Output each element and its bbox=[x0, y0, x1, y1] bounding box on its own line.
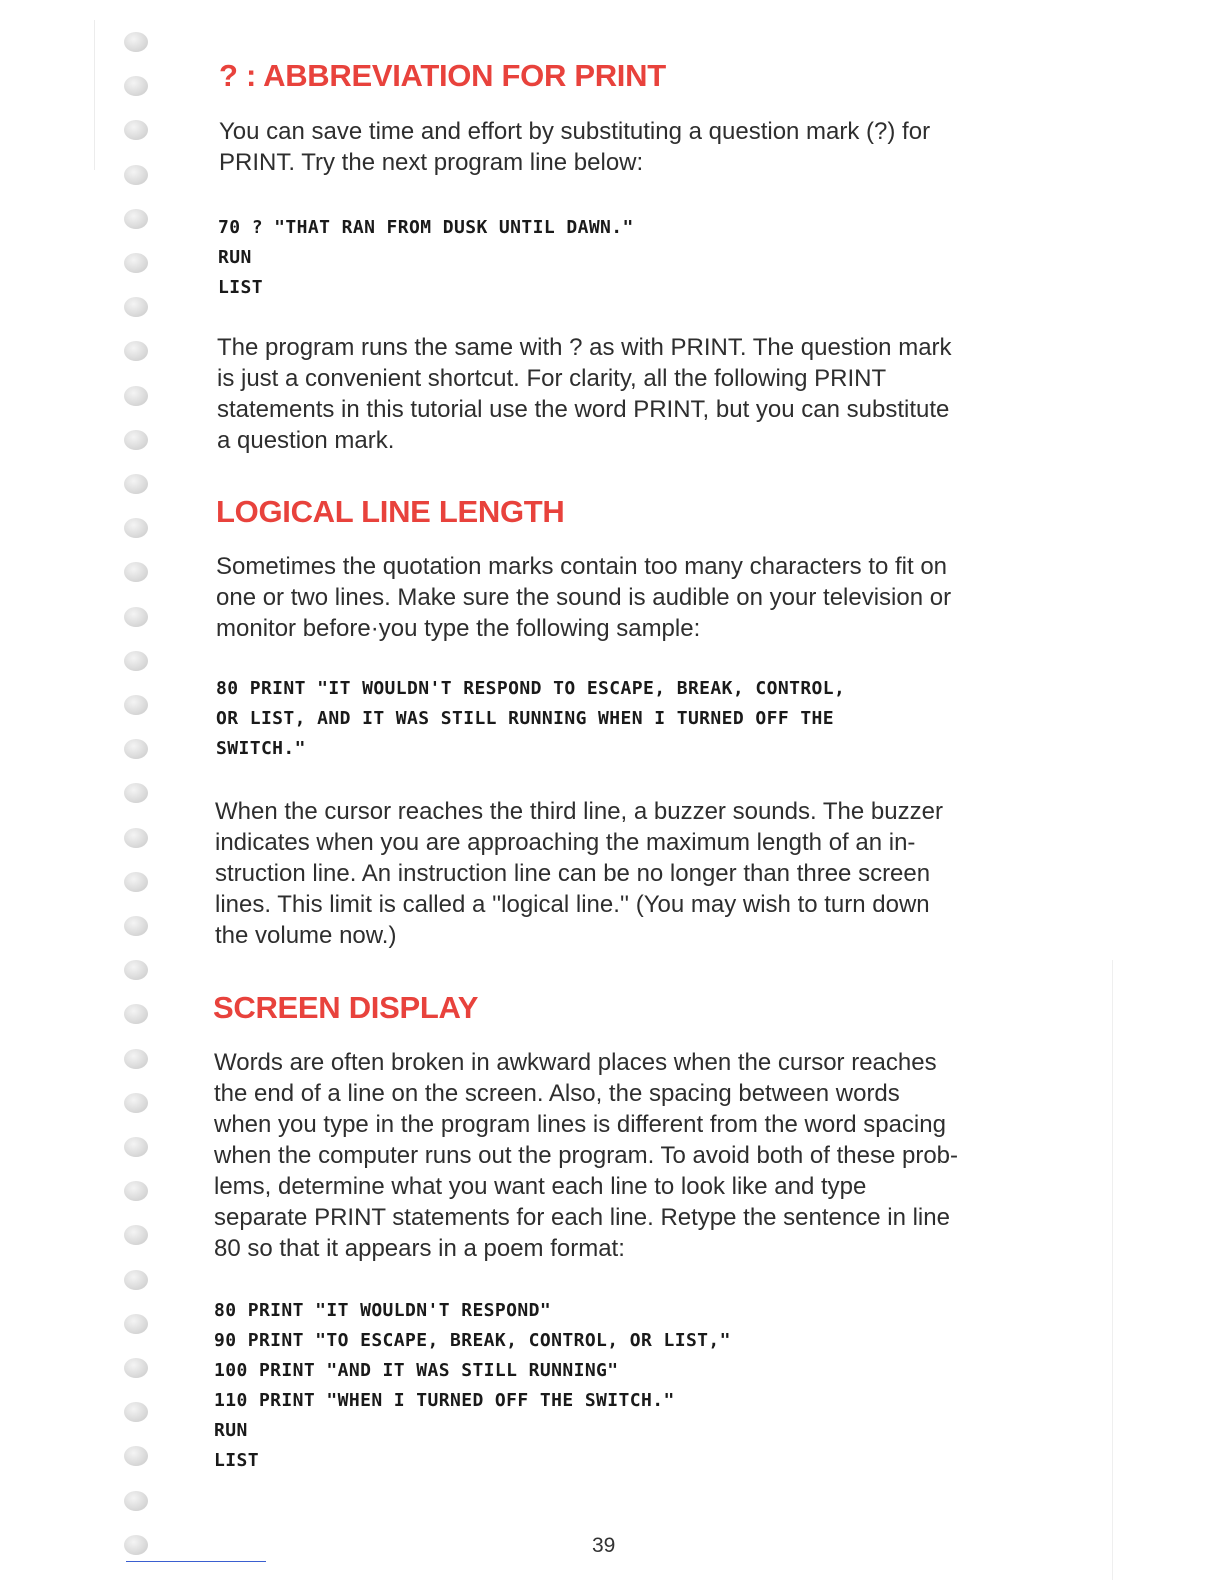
text-line: the volume now.) bbox=[215, 922, 397, 949]
text-line: is just a convenient shortcut. For clarity, all the following PRINT bbox=[217, 365, 887, 392]
code-line: RUN bbox=[214, 1420, 248, 1441]
text-line: You can save time and effort by substituting a question mark (?) for bbox=[219, 118, 931, 145]
code-line: 90 PRINT "TO ESCAPE, BREAK, CONTROL, OR LIST," bbox=[214, 1330, 731, 1351]
section-body-logical-line bbox=[215, 796, 943, 951]
text-line: 80 so that it appears in a poem format: bbox=[214, 1235, 625, 1262]
scan-underline-mark bbox=[126, 1561, 266, 1562]
text-line: the end of a line on the screen. Also, the spacing between words bbox=[214, 1080, 900, 1107]
code-line: 80 PRINT "IT WOULDN'T RESPOND TO ESCAPE, BREAK, CONTROL, bbox=[216, 678, 846, 699]
section-heading-abbreviation: ? : ABBREVIATION FOR PRINT bbox=[219, 58, 666, 93]
code-line: LIST bbox=[214, 1450, 259, 1471]
code-line: RUN bbox=[218, 247, 252, 268]
code-line: LIST bbox=[218, 277, 263, 298]
code-block-abbreviation bbox=[218, 213, 634, 303]
text-line: separate PRINT statements for each line. Retype the sentence in line bbox=[214, 1204, 950, 1231]
text-line: Sometimes the quotation marks contain too many characters to fit on bbox=[216, 553, 948, 580]
code-line: 80 PRINT "IT WOULDN'T RESPOND" bbox=[214, 1300, 552, 1321]
text-line: when the computer runs out the program. To avoid both of these prob- bbox=[214, 1142, 958, 1169]
text-line: Words are often broken in awkward places when the cursor reaches bbox=[214, 1049, 937, 1076]
section-intro-abbreviation bbox=[219, 116, 930, 178]
section-intro-screen-display bbox=[214, 1047, 958, 1264]
text-line: one or two lines. Make sure the sound is audible on your television or bbox=[216, 584, 952, 611]
text-line: statements in this tutorial use the word PRINT, but you can substitute bbox=[217, 396, 950, 423]
text-line: lines. This limit is called a ''logical line.'' (You may wish to turn down bbox=[215, 891, 930, 918]
code-line: 100 PRINT "AND IT WAS STILL RUNNING" bbox=[214, 1360, 619, 1381]
code-line: 110 PRINT "WHEN I TURNED OFF THE SWITCH." bbox=[214, 1390, 675, 1411]
code-block-screen-display bbox=[214, 1296, 731, 1476]
text-line: The program runs the same with ? as with PRINT. The question mark bbox=[217, 334, 952, 361]
section-heading-logical-line: LOGICAL LINE LENGTH bbox=[216, 494, 565, 529]
section-intro-logical-line bbox=[216, 551, 951, 644]
code-line: 70 ? "THAT RAN FROM DUSK UNTIL DAWN." bbox=[218, 217, 634, 238]
code-block-logical-line bbox=[216, 674, 845, 764]
text-line: indicates when you are approaching the maximum length of an in- bbox=[215, 829, 916, 856]
section-heading-screen-display: SCREEN DISPLAY bbox=[213, 990, 479, 1025]
text-line: struction line. An instruction line can be no longer than three screen bbox=[215, 860, 931, 887]
text-line: monitor before·you type the following sample: bbox=[216, 615, 701, 642]
text-line: when you type in the program lines is different from the word spacing bbox=[214, 1111, 946, 1138]
code-line: OR LIST, AND IT WAS STILL RUNNING WHEN I TURNED OFF THE bbox=[216, 708, 835, 729]
section-body-abbreviation bbox=[217, 332, 952, 456]
code-line: SWITCH." bbox=[216, 738, 306, 759]
page-number: 39 bbox=[592, 1534, 616, 1557]
text-line: a question mark. bbox=[217, 427, 395, 454]
text-line: When the cursor reaches the third line, a buzzer sounds. The buzzer bbox=[215, 798, 943, 825]
text-line: PRINT. Try the next program line below: bbox=[219, 149, 644, 176]
text-line: lems, determine what you want each line to look like and type bbox=[214, 1173, 867, 1200]
